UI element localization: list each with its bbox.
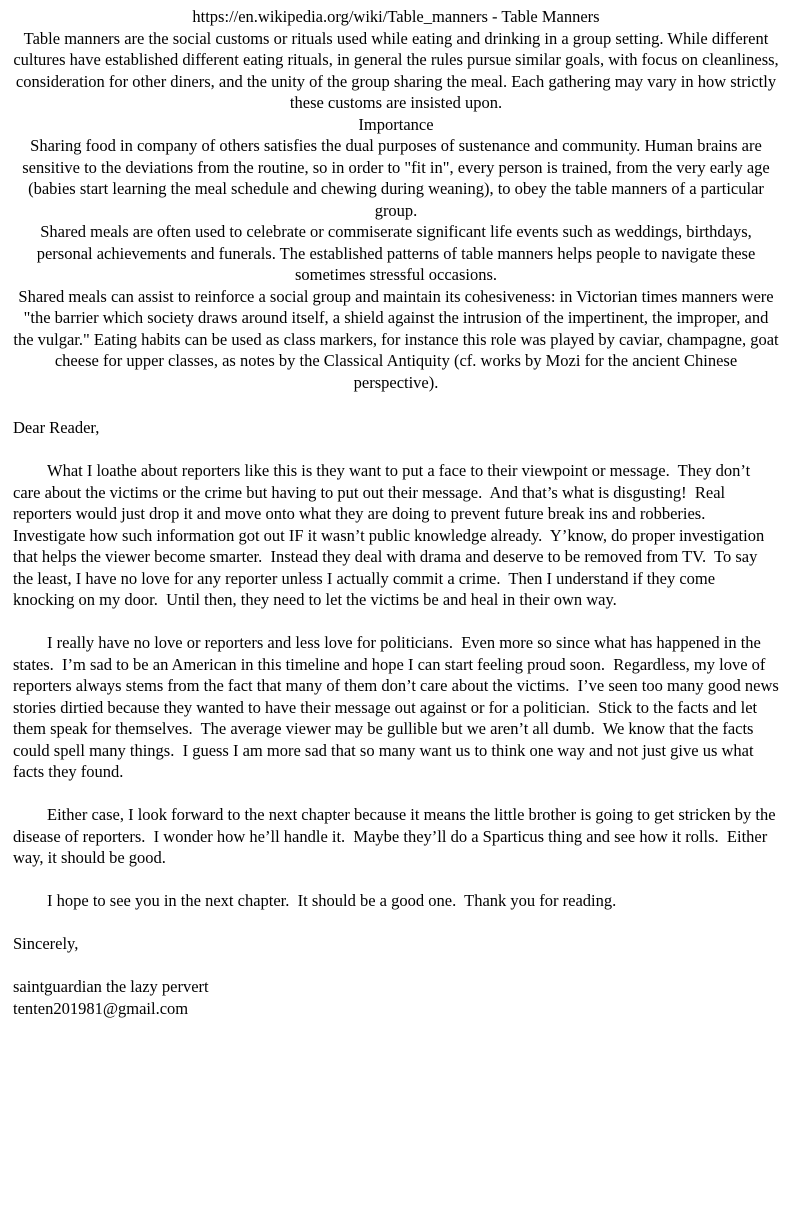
letter-section	[13, 417, 783, 1019]
letter-paragraph: Either case, I look forward to the next chapter because it means the little brother is going to get stricken by the disease of reporters. I wonder how he’ll handle it. Maybe they’ll do a Sparticus thing and see how it rolls. Either way, it should be good.	[13, 805, 780, 867]
source-url-header: https://en.wikipedia.org/wiki/Table_manners - Table Manners	[192, 7, 600, 26]
closing: Sincerely,	[13, 934, 79, 953]
letter-paragraph-list	[13, 460, 783, 912]
wiki-paragraph: Sharing food in company of others satisfies the dual purposes of sustenance and community. Human brains are sensitive to the deviations from the routine, so in order to "fit in", every person is trained, from the very early age (babies start learning the meal schedule and chewing during weaning), to obey the table manners of a particular group.	[22, 136, 774, 220]
signature-block	[13, 976, 779, 1019]
wiki-paragraph: Shared meals can assist to reinforce a social group and maintain its cohesiveness: in Victorian times manners were "the barrier which society draws around itself, a shield against the intrusion of the impertinent, the improper, and the vulgar." Eating habits can be used as class markers, for instance this role was played by caviar, champagne, goat cheese for upper classes, as notes by the Classical Antiquity (cf. works by Mozi for the ancient Chinese perspective).	[13, 286, 783, 392]
letter-paragraph: I really have no love or reporters and less love for politicians. Even more so since what has happened in the states. I’m sad to be an American in this timeline and hope I can start feeling proud soon. Regardless, my love of reporters always stems from the fact that many of them don’t care about the victims. I’ve seen too many good news stories dirtied because they wanted to have their message out against or for a politician. Stick to the facts and let them speak for themselves. The average viewer may be gullible but we aren’t all dumb. We know that the facts could spell many things. I guess I am more sad that so many want us to think one way and not just give us what facts they found.	[13, 633, 783, 781]
letter-paragraph: I hope to see you in the next chapter. It should be a good one. Thank you for reading.	[47, 891, 617, 910]
wiki-excerpt-section	[13, 6, 783, 393]
signature-name: saintguardian the lazy pervert	[13, 977, 209, 996]
wiki-intro-paragraph: Table manners are the social customs or rituals used while eating and drinking in a group setting. While different cultures have established different eating rituals, in general the rules pursue similar goals, with focus on cleanliness, consideration for other diners, and the unity of the group sharing the meal. Each gathering may vary in how strictly these customs are insisted upon.	[13, 28, 783, 112]
letter-paragraph: What I loathe about reporters like this is they want to put a face to their viewpoint or message. They don’t care about the victims or the crime but having to put out their message. And that’s what is disgusting! Real reporters would just drop it and move onto what they are doing to prevent future break ins and robberies. Investigate how such information got out IF it wasn’t public knowledge already. Y’know, do proper investigation that helps the viewer become smarter. Instead they deal with drama and deserve to be removed from TV. To say the least, I have no love for any reporter unless I actually commit a crime. Then I understand if they come knocking on my door. Until then, they need to let the victims be and heal in their own way.	[13, 461, 769, 609]
salutation: Dear Reader,	[13, 418, 100, 437]
signature-email: tenten201981@gmail.com	[13, 998, 189, 1018]
importance-heading: Importance	[358, 114, 434, 134]
wiki-paragraph-list	[13, 135, 783, 393]
wiki-paragraph: Shared meals are often used to celebrate or commiserate significant life events such as weddings, birthdays, personal achievements and funerals. The established patterns of table manners helps people to navigate these sometimes stressful occasions.	[36, 222, 760, 284]
